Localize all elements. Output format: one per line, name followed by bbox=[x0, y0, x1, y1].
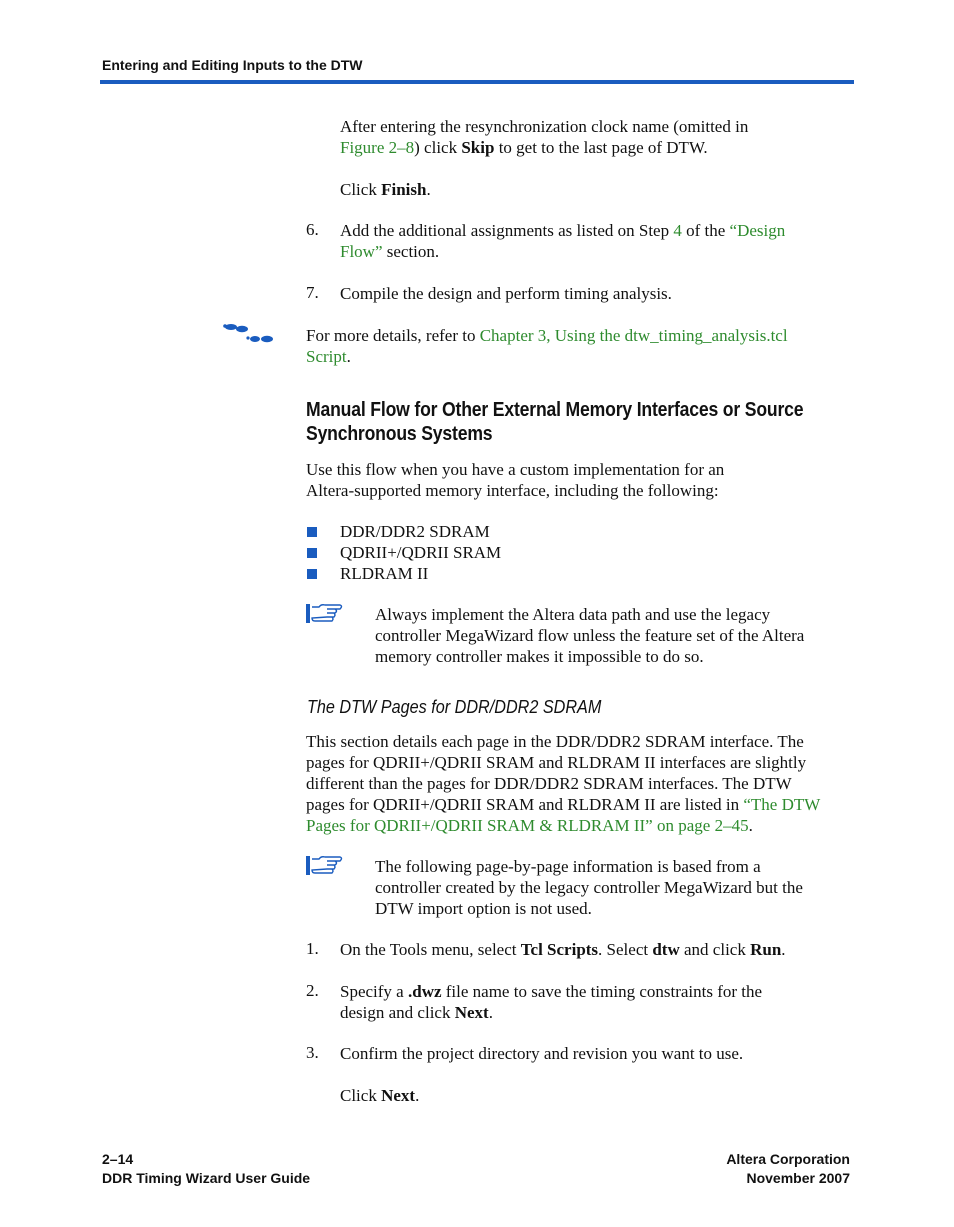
bold-skip: Skip bbox=[461, 138, 495, 157]
text: . bbox=[748, 816, 753, 835]
text: . bbox=[346, 347, 351, 366]
heading-line: Synchronous Systems bbox=[306, 423, 493, 445]
text: After entering the resynchronization clock name (omitted in bbox=[340, 117, 749, 136]
text: file name to save the timing constraints for the bbox=[441, 982, 763, 1001]
text-line: controller created by the legacy controller MegaWizard but the bbox=[375, 878, 803, 897]
section-heading bbox=[306, 398, 852, 446]
step-7-number: 7. bbox=[306, 283, 319, 302]
text: On the Tools menu, select bbox=[340, 940, 521, 959]
text: Specify a bbox=[340, 982, 408, 1001]
bullet-item: RLDRAM II bbox=[340, 564, 429, 583]
step-1-number: 1. bbox=[306, 939, 319, 958]
bold-next: Next bbox=[454, 1003, 489, 1022]
link-dtw-pages-qdrii[interactable]: “The DTW bbox=[743, 795, 821, 814]
text: Add the additional assignments as listed on Step bbox=[340, 221, 674, 240]
text: For more details, refer to bbox=[306, 326, 480, 345]
link-chapter-3[interactable]: Script bbox=[306, 347, 347, 366]
step-1-text bbox=[340, 939, 855, 960]
header-rule bbox=[100, 80, 854, 84]
text-line: Altera-supported memory interface, including the following: bbox=[306, 481, 719, 500]
company-name: Altera Corporation bbox=[726, 1151, 850, 1167]
text-line: The following page-by-page information is based from a bbox=[375, 857, 761, 876]
footer-left bbox=[102, 1150, 310, 1188]
publication-date: November 2007 bbox=[746, 1170, 850, 1186]
note-page-by-page bbox=[375, 856, 855, 919]
guide-title: DDR Timing Wizard User Guide bbox=[102, 1170, 311, 1186]
link-step-4[interactable]: 4 bbox=[673, 221, 682, 240]
page-number: 2–14 bbox=[102, 1151, 134, 1167]
subheading: The DTW Pages for DDR/DDR2 SDRAM bbox=[307, 697, 602, 717]
footer-right bbox=[726, 1150, 850, 1188]
text-line: different than the pages for DDR/DDR2 SDRAM interfaces. The DTW bbox=[306, 774, 792, 793]
note-legacy bbox=[375, 604, 855, 667]
running-header: Entering and Editing Inputs to the DTW bbox=[102, 57, 363, 73]
text: . bbox=[488, 1003, 493, 1022]
text: pages for QDRII+/QDRII SRAM and RLDRAM II are listed in bbox=[306, 795, 744, 814]
text-line: Always implement the Altera data path and use the legacy bbox=[375, 605, 771, 624]
bullet-square-icon bbox=[307, 527, 317, 537]
text-line: This section details each page in the DDR/DDR2 SDRAM interface. The bbox=[306, 732, 804, 751]
text-line: Use this flow when you have a custom implementation for an bbox=[306, 460, 725, 479]
bullet-square-icon bbox=[307, 548, 317, 558]
paragraph-dtw-pages bbox=[306, 731, 854, 836]
heading-line: Manual Flow for Other External Memory Interfaces or Source bbox=[306, 399, 804, 421]
paragraph-resync bbox=[340, 116, 840, 158]
bold-run: Run bbox=[750, 940, 782, 959]
step-3-text: Confirm the project directory and revision you want to use. bbox=[340, 1044, 744, 1063]
text: . bbox=[415, 1086, 420, 1105]
text-line: DTW import option is not used. bbox=[375, 899, 592, 918]
pointing-hand-icon bbox=[305, 603, 345, 630]
text: Click bbox=[340, 1086, 382, 1105]
bold-dwz: .dwz bbox=[407, 982, 442, 1001]
step-6-text bbox=[340, 220, 850, 262]
bold-dtw: dtw bbox=[652, 940, 680, 959]
bold-tcl-scripts: Tcl Scripts bbox=[520, 940, 599, 959]
text: . bbox=[426, 180, 431, 199]
pointing-hand-icon bbox=[305, 855, 345, 882]
paragraph-click-finish bbox=[340, 179, 431, 200]
intro-paragraph bbox=[306, 459, 851, 501]
text: Click bbox=[340, 180, 382, 199]
text: ) click bbox=[414, 138, 462, 157]
bullet-item: QDRII+/QDRII SRAM bbox=[340, 543, 502, 562]
link-design-flow[interactable]: Flow” bbox=[340, 242, 383, 261]
text: and click bbox=[679, 940, 751, 959]
step-6-number: 6. bbox=[306, 220, 319, 239]
link-chapter-3[interactable]: Chapter 3, Using the dtw_timing_analysis.tcl bbox=[479, 326, 788, 345]
text: of the bbox=[681, 221, 730, 240]
text: . Select bbox=[598, 940, 653, 959]
bullet-square-icon bbox=[307, 569, 317, 579]
link-figure-2-8[interactable]: Figure 2–8 bbox=[340, 138, 415, 157]
text-line: controller MegaWizard flow unless the feature set of the Altera bbox=[375, 626, 805, 645]
text: design and click bbox=[340, 1003, 455, 1022]
footprints-icon bbox=[223, 322, 275, 349]
paragraph-click-next bbox=[340, 1085, 419, 1106]
text: . bbox=[781, 940, 786, 959]
bullet-item: DDR/DDR2 SDRAM bbox=[340, 522, 490, 541]
bold-next: Next bbox=[381, 1086, 416, 1105]
text: section. bbox=[382, 242, 440, 261]
note-more-details bbox=[306, 325, 851, 367]
link-design-flow[interactable]: “Design bbox=[729, 221, 786, 240]
bold-finish: Finish bbox=[381, 180, 427, 199]
step-7-text: Compile the design and perform timing analysis. bbox=[340, 284, 672, 303]
text-line: memory controller makes it impossible to do so. bbox=[375, 647, 704, 666]
step-2-text bbox=[340, 981, 855, 1023]
link-dtw-pages-qdrii[interactable]: Pages for QDRII+/QDRII SRAM & RLDRAM II” on page 2–45 bbox=[306, 816, 749, 835]
text-line: pages for QDRII+/QDRII SRAM and RLDRAM II interfaces are slightly bbox=[306, 753, 807, 772]
step-2-number: 2. bbox=[306, 981, 319, 1000]
step-3-number: 3. bbox=[306, 1043, 319, 1062]
text: to get to the last page of DTW. bbox=[494, 138, 708, 157]
